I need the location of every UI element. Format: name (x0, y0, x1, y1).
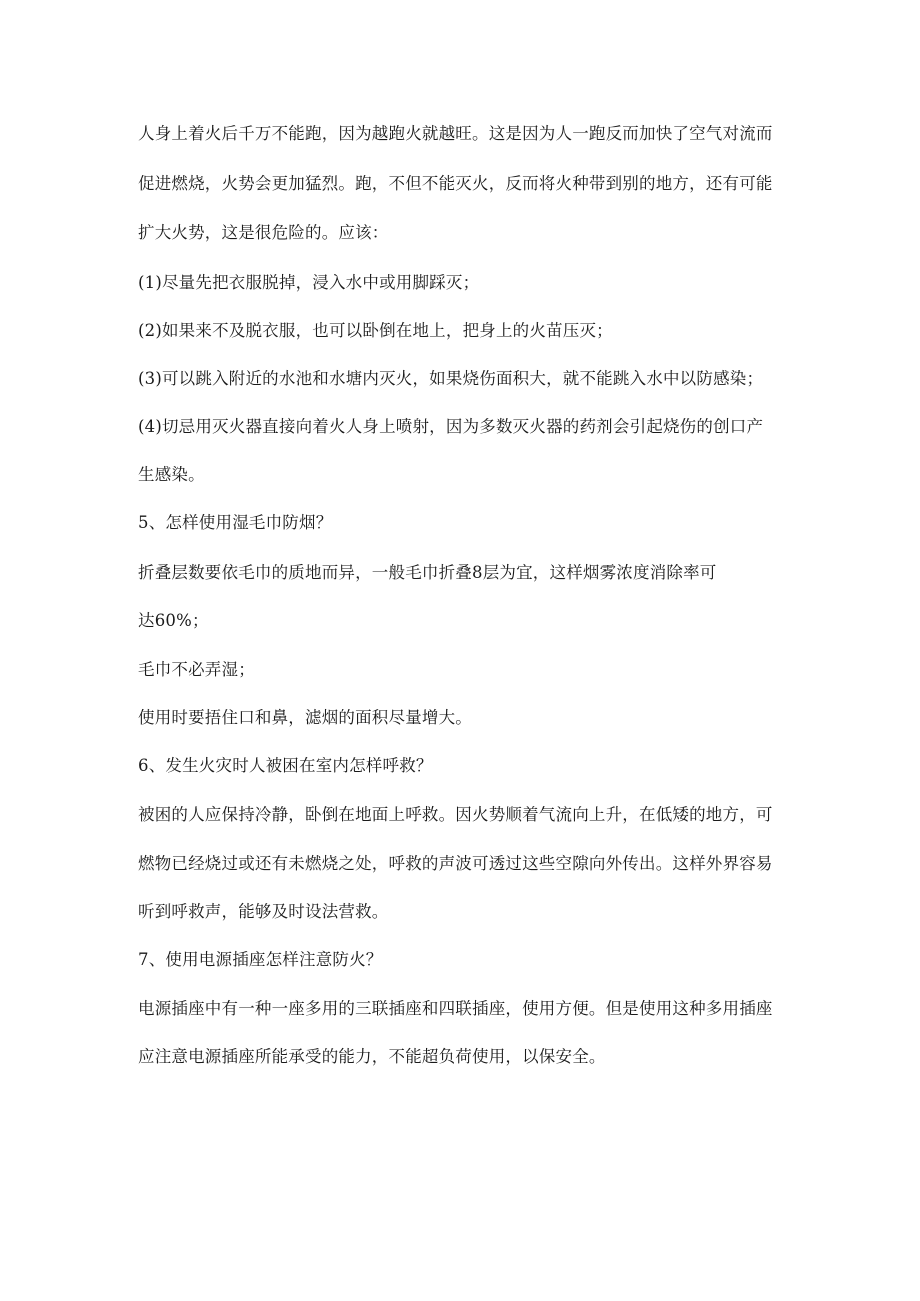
section-heading-7: 7、使用电源插座怎样注意防火？ (138, 950, 383, 969)
paragraph-line: 达60%； (138, 611, 209, 630)
paragraph-line: 扩大火势，这是很危险的。应该： (138, 223, 389, 242)
paragraph-line: 毛巾不必弄湿； (138, 660, 255, 679)
paragraph-line: 使用时要捂住口和鼻，滤烟的面积尽量增大。 (138, 708, 472, 727)
list-item-3: (3)可以跳入附近的水池和水塘内灭火，如果烧伤面积大，就不能跳入水中以防感染； (138, 369, 764, 388)
paragraph-line: 生感染。 (138, 465, 205, 484)
paragraph-line: 听到呼救声，能够及时设法营救。 (138, 902, 389, 921)
paragraph-line: 电源插座中有一种一座多用的三联插座和四联插座，使用方便。但是使用这种多用插座 (138, 999, 773, 1018)
paragraph-line: 应注意电源插座所能承受的能力，不能超负荷使用，以保安全。 (138, 1047, 606, 1066)
section-heading-6: 6、发生火灾时人被困在室内怎样呼救？ (138, 756, 433, 775)
paragraph-line: 促进燃烧，火势会更加猛烈。跑，不但不能灭火，反而将火种带到别的地方，还有可能 (138, 174, 773, 193)
paragraph-line: 燃物已经烧过或还有未燃烧之处，呼救的声波可透过这些空隙向外传出。这样外界容易 (138, 854, 773, 873)
list-item-4: (4)切忌用灭火器直接向着火人身上喷射，因为多数灭火器的药剂会引起烧伤的创口产 (138, 417, 764, 436)
paragraph-line: 折叠层数要依毛巾的质地而异，一般毛巾折叠8层为宜，这样烟雾浓度消除率可 (138, 563, 717, 582)
list-item-1: (1)尽量先把衣服脱掉，浸入水中或用脚踩灭； (138, 273, 480, 292)
paragraph-line: 被困的人应保持冷静，卧倒在地面上呼救。因火势顺着气流向上升，在低矮的地方，可 (138, 805, 773, 824)
paragraph-line: 人身上着火后千万不能跑，因为越跑火就越旺。这是因为人一跑反而加快了空气对流而 (138, 124, 773, 143)
list-item-2: (2)如果来不及脱衣服，也可以卧倒在地上，把身上的火苗压灭； (138, 321, 613, 340)
section-heading-5: 5、怎样使用湿毛巾防烟？ (138, 513, 333, 532)
